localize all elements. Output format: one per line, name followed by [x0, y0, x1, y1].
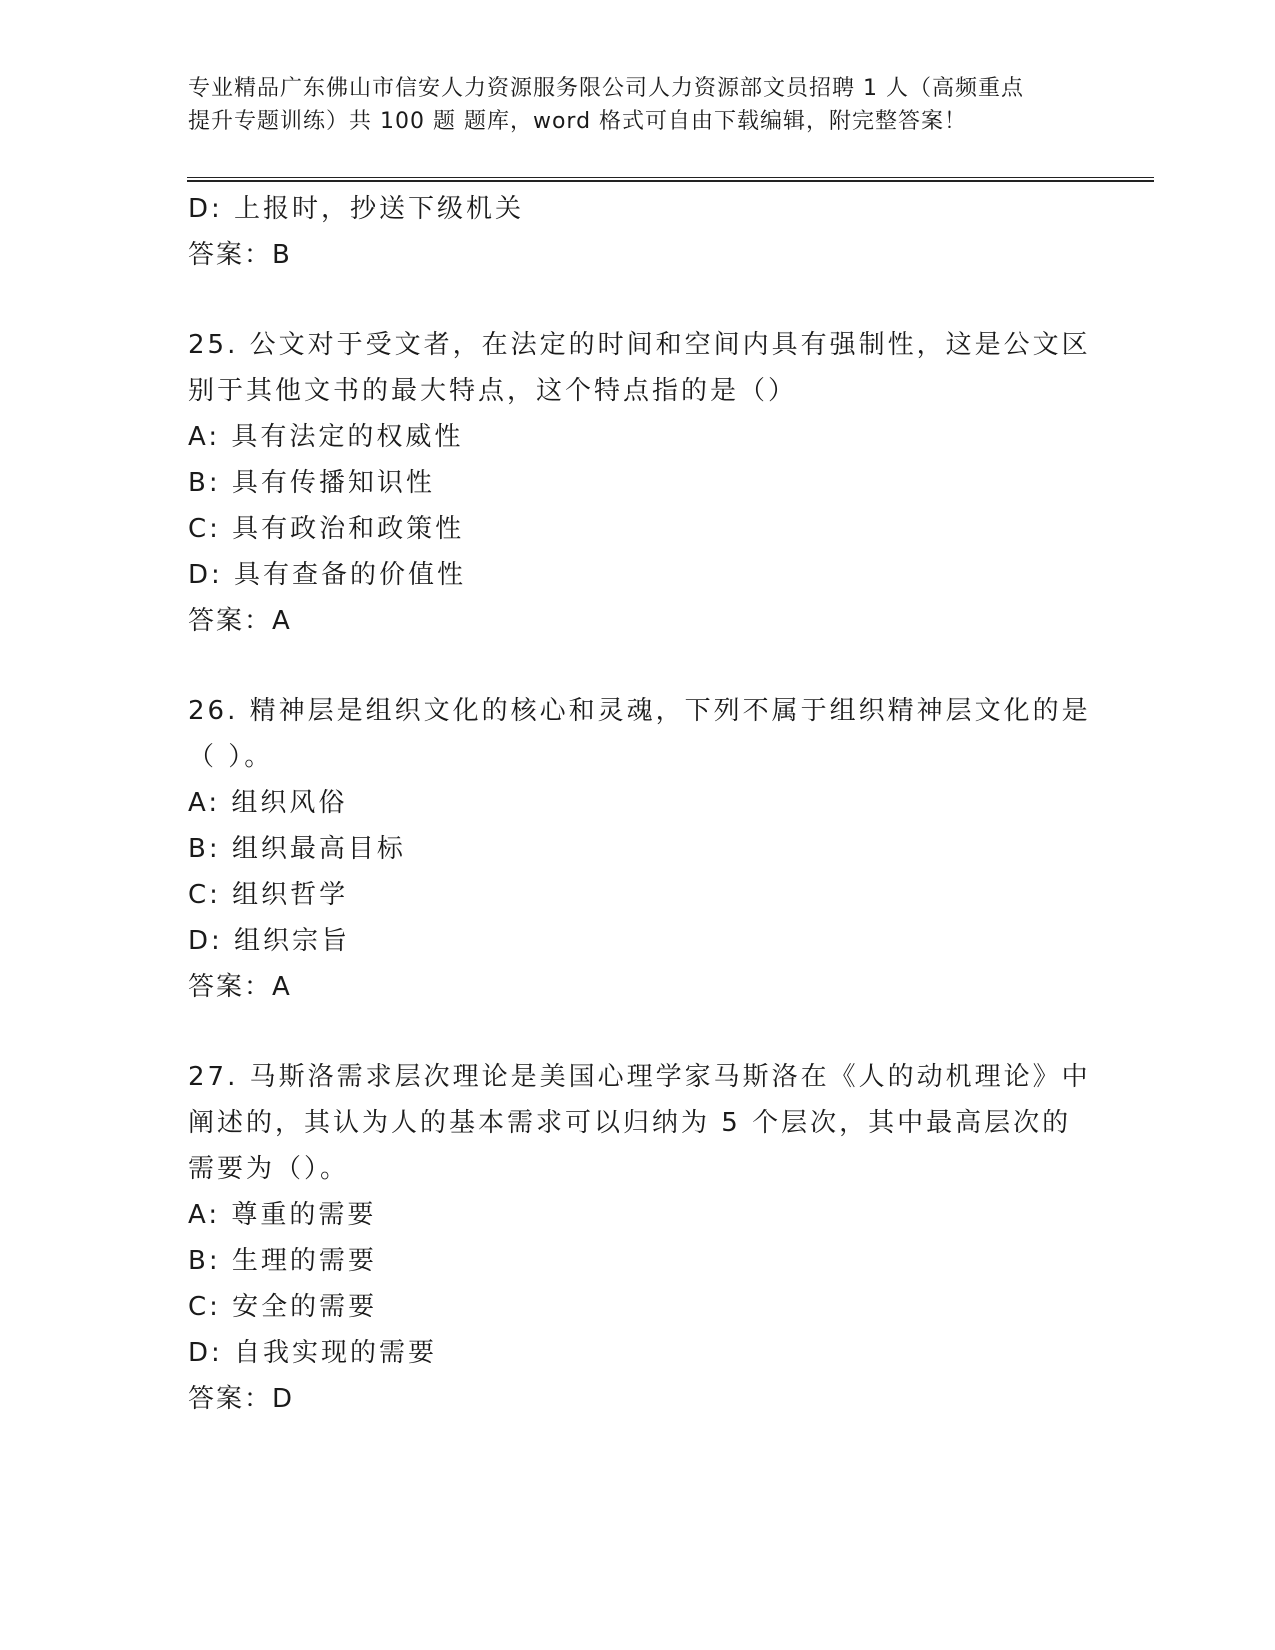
option-d: D: 上报时，抄送下级机关: [188, 194, 525, 224]
spacer: [188, 1010, 1088, 1054]
header-title-line-1: 专业精品广东佛山市信安人力资源服务限公司人力资源部文员招聘 1 人（高频重点: [188, 76, 1024, 101]
answer-line: 答案：A: [188, 972, 292, 1002]
question-stem-line: 阐述的，其认为人的基本需求可以归纳为 5 个层次，其中最高层次的: [188, 1108, 1072, 1138]
header-title-line-2: 提升专题训练）共 100 题 题库，word 格式可自由下载编辑，附完整答案！: [188, 109, 968, 134]
option-a: A: 尊重的需要: [188, 1200, 377, 1230]
answer-line: 答案：B: [188, 240, 292, 270]
option-c: C: 组织哲学: [188, 880, 349, 910]
option-a: A: 组织风俗: [188, 788, 348, 818]
question-stem-line: 25. 公文对于受文者，在法定的时间和空间内具有强制性，这是公文区: [188, 330, 1091, 360]
header-divider: [187, 177, 1154, 182]
option-d: D: 具有查备的价值性: [188, 560, 467, 590]
page-header: [188, 72, 1088, 138]
spacer: [188, 278, 1088, 322]
answer-line: 答案：A: [188, 606, 292, 636]
question-stem-line: （ ）。: [188, 742, 274, 772]
question-stem-line: 别于其他文书的最大特点，这个特点指的是（）: [188, 376, 798, 406]
question-stem-line: 26. 精神层是组织文化的核心和灵魂，下列不属于组织精神层文化的是: [188, 696, 1091, 726]
option-d: D: 自我实现的需要: [188, 1338, 438, 1368]
answer-line: 答案：D: [188, 1384, 295, 1414]
option-b: B: 生理的需要: [188, 1246, 377, 1276]
option-b: B: 组织最高目标: [188, 834, 406, 864]
previous-question-fragment: [188, 186, 1088, 278]
question-26: [188, 688, 1091, 1010]
option-a: A: 具有法定的权威性: [188, 422, 464, 452]
option-d: D: 组织宗旨: [188, 926, 351, 956]
question-stem-line: 需要为（）。: [188, 1154, 350, 1184]
question-content: [188, 186, 1091, 1422]
question-25: [188, 322, 1091, 644]
question-stem-line: 27. 马斯洛需求层次理论是美国心理学家马斯洛在《人的动机理论》中: [188, 1062, 1091, 1092]
option-c: C: 具有政治和政策性: [188, 514, 465, 544]
spacer: [188, 644, 1088, 688]
option-b: B: 具有传播知识性: [188, 468, 435, 498]
question-27: [188, 1054, 1091, 1422]
option-c: C: 安全的需要: [188, 1292, 378, 1322]
